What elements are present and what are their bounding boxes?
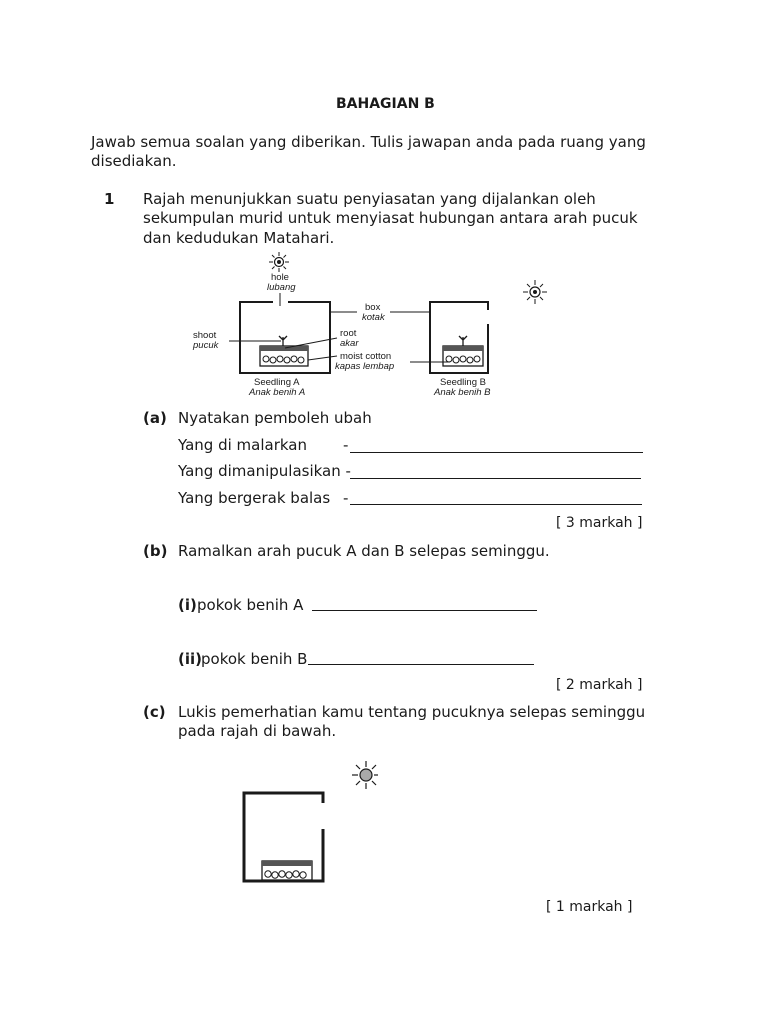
box-label-ms: kotak bbox=[362, 312, 385, 323]
part-c-label: (c) bbox=[143, 703, 166, 721]
seedling-a-label-en: Seedling A bbox=[254, 377, 300, 388]
sun-icon bbox=[523, 280, 547, 304]
question-stem-line-2: sekumpulan murid untuk menyiasat hubungan antara arah pucuk bbox=[143, 209, 638, 227]
part-b-label: (b) bbox=[143, 542, 168, 560]
part-c-marks: [ 1 markah ] bbox=[546, 899, 633, 915]
seedling-c-container bbox=[262, 861, 312, 880]
hole-label-en: hole bbox=[271, 272, 289, 283]
responding-variable-dash: - bbox=[343, 489, 349, 507]
hole-label-ms: lubang bbox=[267, 282, 296, 293]
sun-icon bbox=[269, 252, 289, 272]
part-b-ii-text: pokok benih B bbox=[201, 650, 308, 668]
responding-variable-label: Yang bergerak balas bbox=[178, 489, 331, 507]
seedling-b-label-en: Seedling B bbox=[440, 377, 486, 388]
part-a-prompt: Nyatakan pemboleh ubah bbox=[178, 409, 372, 427]
controlled-variable-dash: - bbox=[343, 436, 349, 454]
instructions-line-2: disediakan. bbox=[91, 152, 177, 170]
seedling-a-answer-line[interactable] bbox=[312, 610, 537, 611]
part-b-ii-label: (ii) bbox=[178, 650, 202, 668]
instructions-line-1: Jawab semua soalan yang diberikan. Tulis jawapan anda pada ruang yang bbox=[91, 133, 646, 151]
controlled-variable-label: Yang di malarkan bbox=[178, 436, 307, 454]
cotton-label-en: moist cotton bbox=[340, 351, 392, 362]
seedling-b-container bbox=[443, 336, 483, 366]
part-b-i-text: pokok benih A bbox=[197, 596, 304, 614]
sun-icon bbox=[352, 761, 378, 789]
part-c-prompt-line-2: pada rajah di bawah. bbox=[178, 722, 337, 740]
shoot-label-ms: pucuk bbox=[193, 340, 219, 351]
seedling-b-answer-line[interactable] bbox=[308, 664, 534, 665]
responding-variable-answer-line[interactable] bbox=[350, 504, 642, 505]
controlled-variable-answer-line[interactable] bbox=[350, 452, 643, 453]
part-a-label: (a) bbox=[143, 409, 167, 427]
seedling-a-label-ms: Anak benih A bbox=[249, 387, 306, 398]
part-c-prompt-line-1: Lukis pemerhatian kamu tentang pucuknya selepas seminggu bbox=[178, 703, 646, 721]
box-label-en: box bbox=[365, 302, 381, 313]
part-b-prompt: Ramalkan arah pucuk A dan B selepas seminggu. bbox=[178, 542, 550, 560]
experiment-diagram bbox=[185, 248, 565, 400]
question-stem-line-3: dan kedudukan Matahari. bbox=[143, 229, 335, 247]
part-a-marks: [ 3 markah ] bbox=[556, 515, 643, 531]
box-c bbox=[244, 793, 323, 881]
cotton-label-ms: kapas lembap bbox=[335, 361, 395, 372]
seedling-b-label-ms: Anak benih B bbox=[434, 387, 491, 398]
part-b-marks: [ 2 markah ] bbox=[556, 677, 643, 693]
part-b-i-label: (i) bbox=[178, 596, 197, 614]
question-stem-line-1: Rajah menunjukkan suatu penyiasatan yang dijalankan oleh bbox=[143, 190, 596, 208]
manipulated-variable-answer-line[interactable] bbox=[350, 478, 641, 479]
shoot-label-en: shoot bbox=[193, 330, 217, 341]
question-number: 1 bbox=[104, 190, 115, 208]
section-title: BAHAGIAN B bbox=[336, 96, 435, 112]
root-label-en: root bbox=[340, 328, 357, 339]
drawing-area-diagram[interactable] bbox=[238, 755, 378, 885]
manipulated-variable-label: Yang dimanipulasikan - bbox=[178, 462, 351, 480]
root-label-ms: akar bbox=[340, 338, 359, 349]
